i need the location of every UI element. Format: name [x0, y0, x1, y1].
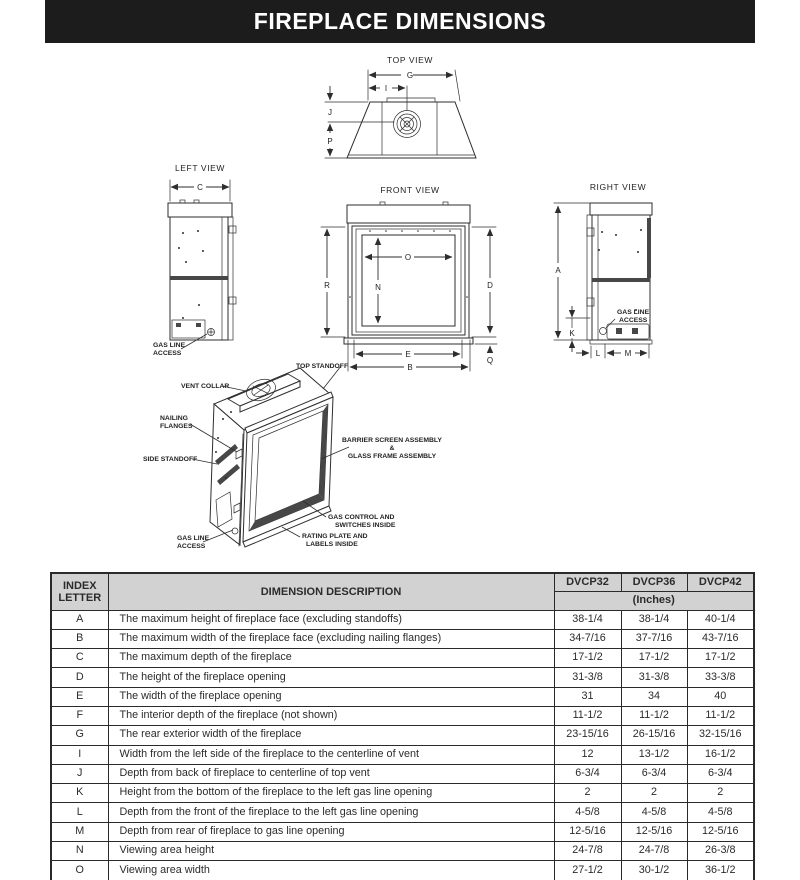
dvcp32-value-cell: 31-3/8	[554, 668, 621, 687]
dvcp42-value-cell: 36-1/2	[687, 861, 754, 880]
dim-letter-N: N	[375, 283, 381, 292]
iso-gas-line-access-label-line1: GAS LINE	[177, 535, 210, 542]
index-letter-cell: F	[51, 706, 108, 725]
index-letter-cell: D	[51, 668, 108, 687]
index-letter-header	[51, 573, 108, 610]
dvcp36-value-cell: 11-1/2	[621, 706, 687, 725]
dvcp42-value-cell: 4-5/8	[687, 803, 754, 822]
model-header-dvcp42: DVCP42	[687, 573, 754, 591]
dvcp32-value-cell: 6-3/4	[554, 764, 621, 783]
index-letter-cell: L	[51, 803, 108, 822]
table-row	[51, 842, 754, 861]
dvcp32-value-cell: 23-15/16	[554, 726, 621, 745]
dvcp42-value-cell: 40	[687, 687, 754, 706]
table-row	[51, 861, 754, 880]
front-view-drawing	[321, 185, 497, 372]
index-letter-cell: N	[51, 842, 108, 861]
dvcp32-value-cell: 27-1/2	[554, 861, 621, 880]
dvcp36-value-cell: 4-5/8	[621, 803, 687, 822]
dimension-table	[50, 572, 755, 880]
dvcp32-value-cell: 34-7/16	[554, 629, 621, 648]
table-row	[51, 784, 754, 803]
dim-letter-I: I	[384, 84, 388, 93]
table-row	[51, 706, 754, 725]
model-header-dvcp36: DVCP36	[621, 573, 687, 591]
right-view-title: RIGHT VIEW	[589, 182, 647, 192]
dim-letter-Q: Q	[486, 356, 494, 365]
dvcp36-value-cell: 6-3/4	[621, 764, 687, 783]
dvcp36-value-cell: 24-7/8	[621, 842, 687, 861]
description-cell: Viewing area width	[108, 861, 554, 880]
dvcp36-value-cell: 17-1/2	[621, 649, 687, 668]
table-row	[51, 629, 754, 648]
index-letter-cell: C	[51, 649, 108, 668]
dvcp32-value-cell: 17-1/2	[554, 649, 621, 668]
description-cell: Depth from rear of fireplace to gas line opening	[108, 822, 554, 841]
index-letter-cell: B	[51, 629, 108, 648]
barrier-screen-label-line1: BARRIER SCREEN ASSEMBLY	[342, 437, 442, 444]
page-title-text: FIREPLACE DIMENSIONS	[253, 8, 547, 34]
left-gas-line-access-label-line1: GAS LINE	[153, 342, 186, 349]
table-row	[51, 649, 754, 668]
dvcp42-value-cell: 11-1/2	[687, 706, 754, 725]
dvcp32-value-cell: 12	[554, 745, 621, 764]
table-body	[51, 610, 754, 880]
dim-letter-C: C	[197, 183, 203, 192]
barrier-screen-label-line3: GLASS FRAME ASSEMBLY	[347, 453, 437, 460]
index-letter-cell: A	[51, 610, 108, 629]
gas-control-label-line1: GAS CONTROL AND	[328, 514, 395, 521]
left-view-title: LEFT VIEW	[174, 163, 226, 173]
dvcp32-value-cell: 31	[554, 687, 621, 706]
dvcp36-value-cell: 37-7/16	[621, 629, 687, 648]
rating-plate-label-line2: LABELS INSIDE	[306, 541, 358, 548]
dvcp36-value-cell: 26-15/16	[621, 726, 687, 745]
dvcp32-value-cell: 12-5/16	[554, 822, 621, 841]
dvcp36-value-cell: 2	[621, 784, 687, 803]
front-view-title: FRONT VIEW	[380, 185, 440, 195]
dim-letter-J: J	[328, 108, 332, 117]
index-letter-cell: O	[51, 861, 108, 880]
right-view-drawing	[554, 182, 652, 358]
dim-letter-M: M	[624, 349, 632, 358]
side-standoff-label: SIDE STANDOFF	[143, 456, 198, 463]
index-letter-cell: J	[51, 764, 108, 783]
index-letter-cell: E	[51, 687, 108, 706]
dvcp42-value-cell: 32-15/16	[687, 726, 754, 745]
description-cell: Depth from the front of the fireplace to the left gas line opening	[108, 803, 554, 822]
table-row	[51, 610, 754, 629]
right-gas-line-access-label-line1: GAS LINE	[617, 309, 650, 316]
rating-plate-label-line1: RATING PLATE AND	[302, 533, 368, 540]
nailing-flanges-label-line2: FLANGES	[160, 423, 193, 430]
dvcp36-value-cell: 30-1/2	[621, 861, 687, 880]
description-cell: The interior depth of the fireplace (not shown)	[108, 706, 554, 725]
description-cell: The width of the fireplace opening	[108, 687, 554, 706]
dim-letter-R: R	[324, 281, 330, 290]
index-letter-cell: I	[51, 745, 108, 764]
description-cell: The maximum height of fireplace face (excluding standoffs)	[108, 610, 554, 629]
dvcp32-value-cell: 38-1/4	[554, 610, 621, 629]
description-cell: The maximum depth of the fireplace	[108, 649, 554, 668]
table-row	[51, 726, 754, 745]
iso-gas-line-access-label-line2: ACCESS	[177, 543, 206, 550]
dvcp32-value-cell: 24-7/8	[554, 842, 621, 861]
dimension-table-container	[50, 572, 756, 880]
dvcp36-value-cell: 31-3/8	[621, 668, 687, 687]
dim-letter-O: O	[404, 253, 412, 262]
table-row	[51, 745, 754, 764]
table-row	[51, 687, 754, 706]
dvcp42-value-cell: 6-3/4	[687, 764, 754, 783]
gas-control-label-line2: SWITCHES INSIDE	[335, 522, 396, 529]
description-cell: The height of the fireplace opening	[108, 668, 554, 687]
dim-letter-E: E	[405, 350, 411, 359]
units-header: (Inches)	[554, 591, 754, 610]
right-gas-line-access-label-line2: ACCESS	[619, 317, 648, 324]
dvcp42-value-cell: 2	[687, 784, 754, 803]
description-header: DIMENSION DESCRIPTION	[108, 573, 554, 610]
model-header-dvcp32: DVCP32	[554, 573, 621, 591]
description-cell: Height from the bottom of the fireplace to the left gas line opening	[108, 784, 554, 803]
dvcp32-value-cell: 2	[554, 784, 621, 803]
dvcp42-value-cell: 17-1/2	[687, 649, 754, 668]
index-header-line1: INDEX	[62, 579, 97, 592]
dim-letter-B: B	[407, 363, 413, 372]
barrier-screen-label-line2: &	[389, 445, 395, 452]
description-cell: The maximum width of the fireplace face (excluding nailing flanges)	[108, 629, 554, 648]
vent-collar-label: VENT COLLAR	[181, 383, 230, 390]
nailing-flanges-label-line1: NAILING	[160, 415, 188, 422]
dim-letter-L: L	[595, 349, 601, 358]
dvcp42-value-cell: 12-5/16	[687, 822, 754, 841]
top-view-drawing	[325, 55, 476, 158]
dim-letter-G: G	[406, 71, 414, 80]
dvcp42-value-cell: 33-3/8	[687, 668, 754, 687]
dvcp36-value-cell: 13-1/2	[621, 745, 687, 764]
dim-letter-A: A	[555, 266, 561, 275]
dvcp32-value-cell: 4-5/8	[554, 803, 621, 822]
dvcp36-value-cell: 38-1/4	[621, 610, 687, 629]
dim-letter-P: P	[327, 137, 333, 146]
dvcp42-value-cell: 26-3/8	[687, 842, 754, 861]
dvcp42-value-cell: 40-1/4	[687, 610, 754, 629]
index-letter-cell: G	[51, 726, 108, 745]
dvcp32-value-cell: 11-1/2	[554, 706, 621, 725]
table-row	[51, 764, 754, 783]
dvcp36-value-cell: 34	[621, 687, 687, 706]
description-cell: The rear exterior width of the fireplace	[108, 726, 554, 745]
dim-letter-K: K	[569, 329, 575, 338]
table-row	[51, 668, 754, 687]
description-cell: Width from the left side of the fireplace to the centerline of vent	[108, 745, 554, 764]
left-view-drawing	[153, 163, 236, 357]
dim-letter-D: D	[487, 281, 493, 290]
dvcp42-value-cell: 16-1/2	[687, 745, 754, 764]
top-view-title: TOP VIEW	[386, 55, 434, 65]
table-row	[51, 822, 754, 841]
dvcp42-value-cell: 43-7/16	[687, 629, 754, 648]
top-standoff-label: TOP STANDOFF	[296, 363, 349, 370]
description-cell: Viewing area height	[108, 842, 554, 861]
left-gas-line-access-label-line2: ACCESS	[153, 350, 182, 357]
dvcp36-value-cell: 12-5/16	[621, 822, 687, 841]
index-letter-cell: K	[51, 784, 108, 803]
isometric-view-drawing	[143, 363, 442, 550]
description-cell: Depth from back of fireplace to centerline of top vent	[108, 764, 554, 783]
index-letter-cell: M	[51, 822, 108, 841]
index-header-line2: LETTER	[58, 591, 102, 604]
table-row	[51, 803, 754, 822]
